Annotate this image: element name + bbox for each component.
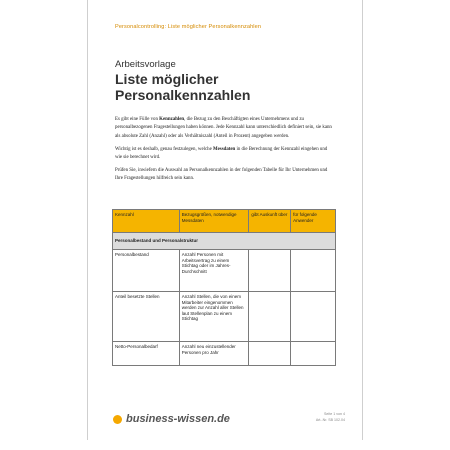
paragraph-3: Prüfen Sie, inwiefern die Auswahl an Personalkennzahlen in der folgenden Tabelle für Ihr Unternehmen und Ihre Fragestellungen hilfreich sein kann. xyxy=(115,167,328,182)
p1-text-b: , die Bezug zu den Beschäftigten eines Unternehmens und zu personalbezogenen Fragestellungen haben können. Jede Kennzahl kann unterschiedlich definiert sein, sie kann als absolute Zahl (Anzahl) oder als Verhältniszahl (Anteil in Prozent) angegeben werden. xyxy=(115,117,332,139)
logo-dot-icon xyxy=(113,415,122,424)
document-title xyxy=(115,71,250,103)
cell-anwender xyxy=(291,292,336,342)
cell-kennzahl: Netto-Personalbedarf xyxy=(113,342,180,366)
cell-kennzahl: Anteil besetzte Stellen xyxy=(113,292,180,342)
p2-text-a: Wichtig ist es deshalb, genau festzulegen, welche xyxy=(115,146,213,152)
cell-auskunft xyxy=(249,292,291,342)
section-label: Personalbestand und Personalstruktur xyxy=(113,233,336,250)
document-page xyxy=(87,0,363,440)
footer-logo[interactable] xyxy=(113,413,230,425)
header-bezugsgroessen: Bezugsgrößen, notwendige Messdaten xyxy=(179,210,249,233)
header-auskunft: gibt Auskunft über xyxy=(249,210,291,233)
header-anwender: für folgende Anwender xyxy=(291,210,336,233)
cell-bezug: Anzahl Personen mit Arbeitsvertrag zu einem Stichtag oder im Jahres-Durchschnitt xyxy=(179,250,249,292)
intro-text xyxy=(115,116,333,188)
footer-meta xyxy=(316,412,345,423)
table-row xyxy=(113,250,336,292)
title-line-2: Personalkennzahlen xyxy=(115,87,251,103)
article-number: Art.-Nr. SB 102.04 xyxy=(315,417,345,422)
running-header: Personalcontrolling: Liste möglicher Personalkennzahlen xyxy=(115,24,262,30)
paragraph-2 xyxy=(115,146,333,163)
cell-bezug: Anzahl neu einzustellender Personen pro Jahr xyxy=(179,342,249,366)
kennzahlen-table xyxy=(112,209,336,366)
cell-anwender xyxy=(291,342,336,366)
p1-text-a: Es gibt eine Fülle von xyxy=(115,117,160,122)
table-row xyxy=(113,342,336,366)
cell-auskunft xyxy=(249,250,291,292)
cell-kennzahl: Personalbestand xyxy=(113,250,180,292)
cell-anwender xyxy=(291,250,336,292)
paragraph-1 xyxy=(115,116,333,141)
p2-bold: Messdaten xyxy=(213,146,236,152)
p2-text-b: in die Berechnung der Kennzahl eingehen und wie sie berechnet wird. xyxy=(115,146,328,160)
table-header-row xyxy=(113,210,336,233)
p1-bold: Kennzahlen xyxy=(159,117,185,122)
cell-auskunft xyxy=(249,342,291,366)
cell-bezug: Anzahl Stellen, die von einem Mitarbeiter eingenommen werden zur Anzahl aller Stellen laut Stellenplan zu einem Stichtag xyxy=(179,292,249,342)
page-number: Seite 1 von 4 xyxy=(324,412,345,416)
table-row xyxy=(113,292,336,342)
logo-text: business-wissen.de xyxy=(126,413,230,425)
title-line-1: Liste möglicher xyxy=(115,71,219,87)
table-section-row xyxy=(113,233,336,250)
document-kicker: Arbeitsvorlage xyxy=(115,59,176,70)
header-kennzahl: Kennzahl xyxy=(113,210,180,233)
